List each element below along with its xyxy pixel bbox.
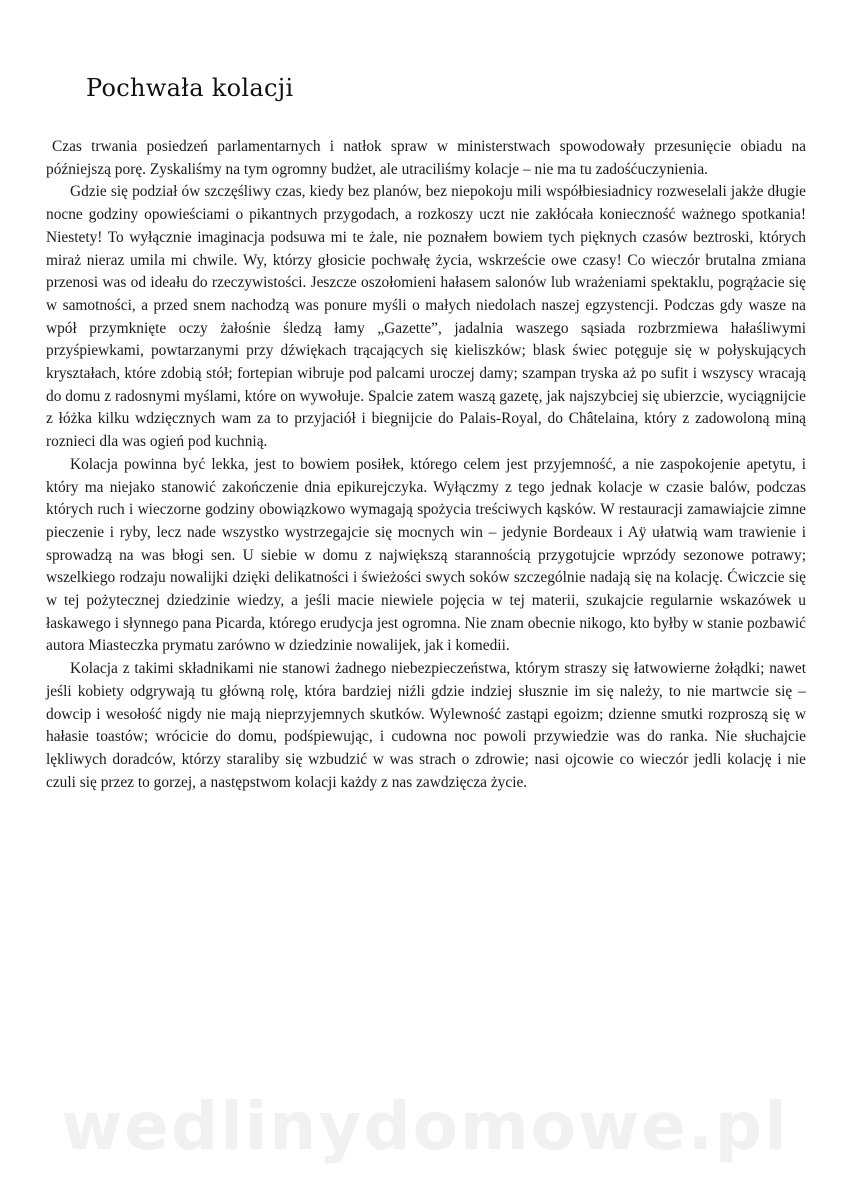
paragraph-3: Kolacja powinna być lekka, jest to bowiem posiłek, którego celem jest przyjemność, a nie zaspokojenie apetytu, i który ma niejako stanowić zakończenie dnia epikurejczyka. Wyłączmy z tego jednak kolacje w czasie balów, podczas których ruch i wieczorne godziny obowiązkowo wymagają spożycia treściwych kąsków. W restauracji zamawiajcie zimne pieczenie i ryby, lecz nade wszystko wystrzegajcie się mocnych win – jedynie Bordeaux i Aÿ ułatwią wam trawienie i sprowadzą na was błogi sen. U siebie w domu z największą starannością przygotujcie wprzódy sezonowe potrawy; wszelkiego rodzaju nowalijki dzięki delikatności i świeżości swych soków szczególnie nadają się na kolację. Ćwiczcie się w tej pożytecznej dziedzinie wiedzy, a jeśli macie niewiele pojęcia w tej materii, szukajcie regularnie wskazówek u łaskawego i słynnego pana Picarda, którego erudycja jest ogromna. Nie znam obecnie nikogo, kto byłby w stanie pozbawić autora Miasteczka prymatu zarówno w dziedzinie nowalijek, jak i komedii. bbox=[46, 455, 806, 655]
paragraph-2: Gdzie się podział ów szczęśliwy czas, kiedy bez planów, bez niepokoju mili współbiesiadnicy rozweselali jakże długie nocne godziny opowieściami o pikantnych przygodach, a rozkoszy uczt nie zakłócała konieczność ważnego spotkania! Niestety! To wyłącznie imaginacja podsuwa mi te żale, nie poznałem bowiem tych pięknych czasów beztroski, których miraż nieraz umila mi chwile. Wy, którzy głosicie pochwałę życia, wskrzeście owe czasy! Co wieczór brutalna zmiana przenosi was od ideału do rzeczywistości. Jeszcze oszołomieni hałasem salonów lub wrażeniami spektaklu, pogrążacie się w samotności, a przed snem nachodzą was ponure myśli o małych niedolach naszej egzystencji. Podczas gdy wasze na wpół przymknięte oczy żałośnie śledzą łamy „Gazette”, jadalnia waszego sąsiada rozbrzmiewa hałaśliwymi przyśpiewkami, powtarzanymi przy dźwiękach trącających się kieliszków; blask świec potęguje się w połyskujących kryształach, które zdobią stół; fortepian wibruje pod palcami uroczej damy; szampan tryska aż po sufit i wszyscy wracają do domu z radosnymi myślami, które on wywołuje. Spalcie zatem waszą gazetę, jak najszybciej się ubierzcie, wyciągnijcie z łóżka kilku wdzięcznych wam za to przyjaciół i biegnijcie do Palais-Royal, do Châtelaina, który z zadowoloną miną roznieci dla was ogień pod kuchnią. bbox=[46, 183, 806, 451]
paragraph-4: Kolacja z takimi składnikami nie stanowi żadnego niebezpieczeństwa, którym straszy się łatwowierne żołądki; nawet jeśli kobiety odgrywają tu główną rolę, która bardziej niźli gdzie indziej słusznie im się należy, to nie martwcie się – dowcip i wesołość nigdy nie mają nieprzyjemnych skutków. Wylewność zastąpi egoizm; dzienne smutki rozproszą się w hałasie toastów; wrócicie do domu, podśpiewując, i cudowna noc powoli przywiedzie was do ranka. Nie słuchajcie lękliwych doradców, którzy staraliby się wzbudzić w was strach o zdrowie; nasi ojcowie co wieczór jedli kolację i nie czuli się przez to gorzej, a następstwom kolacji każdy z nas zawdzięcza życie. bbox=[46, 660, 806, 791]
watermark: wedlinydomowe.pl bbox=[61, 1088, 789, 1165]
paragraph-1: Czas trwania posiedzeń parlamentarnych i natłok spraw w ministerstwach spowodowały przesunięcie obiadu na późniejszą porę. Zyskaliśmy na tym ogromny budżet, ale utraciliśmy kolacje – nie ma tu zadośćuczynienia. bbox=[46, 138, 806, 178]
page-title: Pochwała kolacji bbox=[86, 74, 294, 102]
article-body bbox=[46, 136, 806, 794]
